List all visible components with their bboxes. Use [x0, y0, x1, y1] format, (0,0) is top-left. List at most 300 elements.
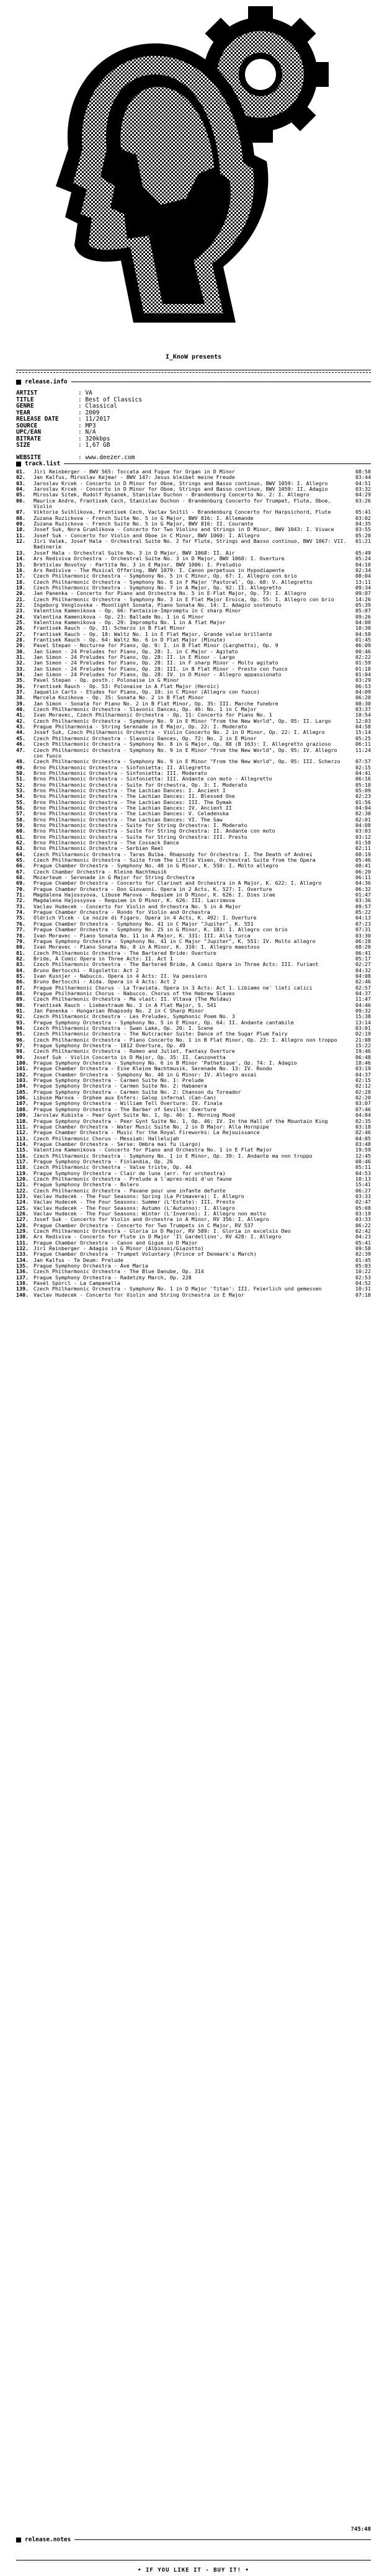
track-number: 50. [16, 769, 25, 776]
track-duration: 01:04 [355, 671, 371, 678]
track-duration: 02:28 [355, 1088, 371, 1095]
footer-slogan: • IF YOU LIKE IT - BUY IT! • [138, 2567, 249, 2574]
info-value: : 1,67 GB [78, 442, 110, 449]
track-duration: 02:15 [355, 764, 371, 771]
track-duration: 03:01 [355, 1025, 371, 1031]
track-number: 110. [16, 1117, 29, 1124]
track-duration: 19:59 [355, 1147, 371, 1153]
track-title: Brno Philharmonic Orchestra - Sinfonietta: III. Moderato [33, 769, 207, 776]
track-duration: 13:14 [355, 1019, 371, 1026]
track-duration: 04:58 [355, 630, 371, 637]
track-number: 100. [16, 1060, 29, 1067]
track-duration: 01:59 [355, 660, 371, 666]
track-title: Jan Kalfus - Te Deum: Prelude [33, 1256, 123, 1263]
track-number: 44. [16, 729, 25, 736]
track-title: Frantisek Rauch - Op. 18: Waltz No. 1 in E Flat Major, Grande valse brillante [33, 630, 272, 637]
track-number: 132. [16, 1245, 29, 1252]
track-title: Bretislav Novotny - Partita No. 3 in E Major, BWV 1006: I. Preludio [33, 561, 241, 568]
track-duration: 05:03 [355, 1263, 371, 1269]
track-number: 84. [16, 967, 25, 973]
release-notes-section [16, 2536, 371, 2543]
track-duration: 10:54 [355, 712, 371, 718]
track-duration: 08:41 [355, 862, 371, 869]
track-number: 81. [16, 949, 25, 956]
track-number: 134. [16, 1256, 29, 1263]
track-row [16, 748, 371, 759]
track-duration: 10:31 [355, 1286, 371, 1292]
track-duration: 07:18 [355, 1291, 371, 1298]
track-title: Ivan Moravec, Czech Philharmonic Orchestra - Op. 11: Concerto for Piano No. 1 [33, 712, 272, 718]
track-number: 04. [16, 486, 25, 493]
track-number: 78. [16, 932, 25, 939]
track-title: Jaroslav Krcek - Concerto in D Minor for Oboe, Strings and Basso continuo, BWV 1059: I. Allegro [33, 480, 328, 486]
track-duration: 08:20 [355, 944, 371, 950]
track-number: 47. [16, 746, 25, 753]
info-key: SOURCE [16, 422, 38, 429]
track-number: 70. [16, 885, 25, 892]
info-key: BITRATE [16, 435, 42, 442]
track-title: Prague Symphony Orchestra - The Barber of Seville: Overture [33, 1106, 216, 1112]
track-number: 136. [16, 1268, 29, 1275]
track-number: 43. [16, 723, 25, 730]
track-number: 66. [16, 862, 25, 869]
track-number: 52. [16, 781, 25, 788]
track-duration: 15:14 [355, 729, 371, 736]
track-duration: 02:39 [355, 1251, 371, 1258]
track-title: Josef Suk - Concerto for Violin and Oboe in C Minor, BWV 1060: I. Allegro [33, 532, 260, 539]
track-title: Valentina Kamenikova - Concerto for Piano and Orchestra No. 1 in E Flat Major [33, 1147, 272, 1153]
track-duration: 01:45 [355, 636, 371, 643]
info-value: : 11/2017 [78, 416, 110, 423]
track-title: Prague Chamber Orchestra - Rondo for Violin and Orchestra [33, 909, 210, 916]
track-duration: 13:11 [355, 578, 371, 585]
track-duration: 19:46 [355, 1048, 371, 1055]
track-duration: 04:41 [355, 769, 371, 776]
track-number: 92. [16, 1013, 25, 1020]
track-number: 45. [16, 735, 25, 741]
track-title: Josef Suk - Concerto for Violin and Orchestra in A Minor, RV 356: I. Allegro [33, 1216, 269, 1223]
track-duration: 04:32 [355, 967, 371, 973]
track-title: Czech Philharmonic Orchestra - The Nutcracker Suite: Dance of the Sugar Plum Fairy [33, 1031, 288, 1037]
track-number: 116. [16, 1152, 29, 1159]
track-number: 14. [16, 555, 25, 562]
track-duration: 03:36 [355, 897, 371, 904]
track-number: 133. [16, 1251, 29, 1258]
track-title: Brno Philharmonic Orchestra - Suite for String Orchestra: I. Moderato [33, 821, 247, 828]
track-number: 37. [16, 689, 25, 695]
track-duration: 04:00 [355, 619, 371, 625]
track-duration: 05:22 [355, 909, 371, 916]
track-title: Prague Chamber Orchestra - Symphony No. 40 in G Minor: IV. Allegro assai [33, 1071, 257, 1078]
track-number: 54. [16, 793, 25, 800]
release-info-row [16, 429, 371, 436]
track-title: Maurice Andre, Frantisek Cech, Stanislav Duchon - Brandenburg Concerto for Trumpet, Flute, Oboe, Violin [33, 497, 334, 510]
track-title: Vaclav Hudecek - The Four Seasons: Winter (L'Inverno): I. Allegro non molto [33, 1210, 266, 1217]
track-number: 89. [16, 996, 25, 1003]
track-title: Prague Chamber Orchestra - Symphony No. 40 in G Minor, K. 550: I. Molto allegro [33, 862, 278, 869]
track-title: Czech Philharmonic Orchestra - The Bartered Bride, A Comic Opera in Three Acts: III. Furiant [33, 961, 319, 968]
track-duration: 02:53 [355, 1274, 371, 1281]
track-title: Josef Suk, Nora Grumlikova - Concerto for Two Violins and Strings in D Minor, BWV 1043: I. Vivace [33, 526, 334, 533]
track-number: 103. [16, 1077, 29, 1084]
track-duration: 14:26 [355, 596, 371, 602]
track-title: Czech Philharmonic Orchestra - The Blue Danube, Op. 314 [33, 1268, 204, 1275]
info-value: : 2009 [78, 409, 100, 416]
track-duration: 02:27 [355, 961, 371, 968]
track-number: 05. [16, 491, 25, 498]
track-duration: 09:07 [355, 590, 371, 597]
track-duration: 06:11 [355, 741, 371, 748]
track-title: Czech Philharmonic Orchestra - Gloria in D Major, RV 589: I. Gloria in excelsis Deo [33, 1228, 291, 1235]
track-duration: 09:58 [355, 1245, 371, 1252]
track-duration: 01:58 [355, 839, 371, 846]
track-title: Czech Philharmonic Orchestra - The Bartered Bride: Overture [33, 949, 216, 956]
track-title: Vaclav Hudecek - Concerto for Violin and String Orchestra in E Major [33, 1291, 244, 1298]
track-number: 118. [16, 1164, 29, 1171]
track-title: Czech Philharmonic Orchestra - Symphony No. 9 in E Minor "From the New World", Op. 95: IV. Allegro con fuoco [33, 746, 340, 759]
track-duration: 06:53 [355, 682, 371, 689]
track-title: Valentina Kamenikova - Op. 23: Ballade No. 1 in G Minor [33, 613, 204, 620]
track-title: Brno Philharmonic Orchestra - The Lachian Dances: I. Ancient I [33, 787, 226, 794]
track-duration: 03:19 [355, 1065, 371, 1072]
bullet-icon [16, 462, 21, 467]
track-number: 38. [16, 694, 25, 701]
track-number: 114. [16, 1140, 29, 1147]
track-number: 115. [16, 1147, 29, 1153]
release-info-list [16, 390, 371, 449]
info-key: ARTIST [16, 390, 38, 396]
track-duration: 02:22 [355, 654, 371, 660]
track-number: 55. [16, 798, 25, 805]
track-title: Prague Chamber Orchestra - Trumpet Voluntary (Prince of Denmark's March) [33, 1251, 257, 1258]
info-value: : www.deezer.com [78, 454, 135, 461]
track-title: Prague Symphony Orchestra - Bolero [33, 1181, 139, 1188]
track-title: Ars Rediviva Orchestra - Orchestral Suite No. 3 in D Major, BWV 1068: I. Overture [33, 555, 285, 562]
track-title: Brno Philharmonic Orchestra - Serbian Reel [33, 845, 164, 852]
track-duration: 06:22 [355, 1222, 371, 1228]
track-duration: 04:09 [355, 689, 371, 695]
track-duration: 06:20 [355, 694, 371, 701]
track-number: 131. [16, 1239, 29, 1246]
track-number: 12. [16, 538, 25, 545]
track-title: Czech Philharmonic Orchestra - Valse triste, Op. 44 [33, 1164, 192, 1171]
track-title: Ars Rediviva - The Musical Offering, BWV 1079: I. Canon perpetuus in Hypodiapente [33, 566, 285, 573]
track-number: 137. [16, 1274, 29, 1281]
track-number: 41. [16, 712, 25, 718]
track-number: 85. [16, 972, 25, 979]
track-duration: 21:08 [355, 1036, 371, 1043]
track-title: Czech Philharmonic Orchestra - Suite from The Little Vixen, Orchestral Suite from the Opera [33, 857, 316, 864]
info-key: SIZE [16, 442, 30, 449]
track-number: 56. [16, 804, 25, 811]
track-duration: 05:17 [355, 955, 371, 962]
track-duration: 02:42 [355, 1228, 371, 1235]
track-title: Jan Simon - 24 Preludes for Piano, Op. 28: II. in E Minor - Largo [33, 654, 235, 660]
track-title: Jiri Reinberger - BWV 565: Toccata and Fugue for Organ in D Minor [33, 468, 235, 475]
track-number: 119. [16, 1169, 29, 1176]
track-duration: 04:35 [355, 521, 371, 527]
track-number: 42. [16, 717, 25, 724]
track-number: 106. [16, 1094, 29, 1101]
track-title: Oldrich Vlcek - Le nozze di Figaro. Opera in 4 Acts, K. 492: I. Overture [33, 915, 257, 921]
track-number: 40. [16, 706, 25, 713]
release-info-row [16, 442, 371, 449]
track-title: Jan Simon - Sonata for Piano No. 2 in B Flat Minor, Op. 35: III. Marche funebre [33, 700, 278, 707]
track-number: 19. [16, 584, 25, 591]
track-number: 90. [16, 1001, 25, 1008]
track-duration: 04:10 [355, 561, 371, 568]
info-value: : Classical [78, 403, 117, 409]
track-number: 34. [16, 671, 25, 678]
track-number: 72. [16, 897, 25, 904]
track-duration: 09:34 [355, 584, 371, 591]
track-number: 79. [16, 937, 25, 944]
track-duration: 18:46 [355, 1060, 371, 1067]
track-number: 33. [16, 665, 25, 672]
track-number: 46. [16, 741, 25, 748]
release-info-section [16, 378, 371, 461]
track-number: 93. [16, 1019, 25, 1026]
track-number: 30. [16, 648, 25, 655]
track-number: 11. [16, 532, 25, 539]
track-duration: 06:48 [355, 1053, 371, 1060]
info-key: YEAR [16, 409, 30, 416]
track-duration: 02:46 [355, 978, 371, 985]
track-duration: 05:49 [355, 549, 371, 556]
track-duration: 04:08 [355, 821, 371, 828]
bullet-icon [16, 380, 21, 385]
track-title: Brno Philharmonic Orchestra - Suite for String Orchestra: III. Presto [33, 833, 247, 840]
track-duration: 02:01 [355, 816, 371, 823]
track-duration: 05:07 [355, 607, 371, 614]
track-duration: 02:15 [355, 1077, 371, 1084]
info-key: GENRE [16, 403, 34, 409]
track-duration: 15:38 [355, 1013, 371, 1020]
track-title: Prague Chamber Orchestra - Symphony No. 25 in G Minor, K. 183: I. Allegro con brio [33, 926, 288, 933]
track-title: Valentina Kamenikova - Op. 29: Impromptu No. 1 in A flat Major [33, 619, 226, 625]
track-number: 17. [16, 573, 25, 579]
track-number: 101. [16, 1065, 29, 1072]
track-number: 23. [16, 607, 25, 614]
track-number: 123. [16, 1192, 29, 1199]
divider [16, 372, 371, 373]
track-duration: 02:23 [355, 793, 371, 800]
release-info-row [16, 410, 371, 417]
track-number: 06. [16, 497, 25, 504]
section-title: track.list [25, 460, 61, 467]
track-title: Pavel Stepan - Nocturne for Piano, Op. 9: I. in B Flat Minor (Larghetto), Op. 9 [33, 642, 278, 649]
track-duration: 07:57 [355, 758, 371, 765]
track-duration: 03:29 [355, 677, 371, 684]
track-number: 62. [16, 839, 25, 846]
track-number: 26. [16, 625, 25, 632]
track-duration: 02:57 [355, 984, 371, 991]
track-title: Ivan Moravec - Piano Sonata No. 11 in A Major, K. 331: III. Alla turca [33, 932, 251, 939]
track-number: 51. [16, 776, 25, 782]
track-title: Frantisek Rauch - Op. 64: Waltz No. 6 in D Flat Major (Minute) [33, 636, 226, 643]
track-number: 87. [16, 984, 25, 991]
track-number: 68. [16, 874, 25, 881]
track-duration: 03:48 [355, 1140, 371, 1147]
track-number: 24. [16, 613, 25, 620]
track-duration: 03:18 [355, 1123, 371, 1130]
track-title: Prague Chamber Orchestra - Water Music Suite No. 2 in D Major: Alla Hornpipe [33, 1123, 269, 1130]
track-duration: 08:46 [355, 1158, 371, 1165]
release-info-header [16, 378, 371, 385]
release-logo [0, 0, 387, 347]
track-duration: 04:51 [355, 480, 371, 486]
release-info-row [16, 403, 371, 410]
track-title: Brno Philharmonic Orchestra - The Lachian Dances: III. The Dymak [33, 798, 232, 805]
track-number: 96. [16, 1036, 25, 1043]
track-number: 20. [16, 590, 25, 597]
track-title: Czech Philharmonic Orchestra - Ma vlast: II. Vltava (The Moldau) [33, 996, 232, 1003]
section-title: release.notes [25, 2536, 71, 2543]
track-title: Vaclav Hudecek - Concerto for Violin and Orchestra No. 5 in A Major [33, 903, 241, 910]
track-number: 122. [16, 1187, 29, 1194]
track-duration: 06:09 [355, 642, 371, 649]
track-duration: 04:37 [355, 1071, 371, 1078]
track-duration: 03:07 [355, 1100, 371, 1107]
release-info-row [16, 397, 371, 404]
track-duration: 01:18 [355, 665, 371, 672]
track-title: Czech Philharmonic Orchestra - Symphony No. 1 in E Minor, Op. 39: I. Andante ma non troppo [33, 1152, 313, 1159]
track-duration: 04:23 [355, 1233, 371, 1240]
track-title: Czech Philharmonic Orchestra - Symphony No. 5 in C Minor, Op. 67: I. Allegro con brio [33, 573, 297, 579]
track-number: 121. [16, 1181, 29, 1188]
track-duration: 02:19 [355, 1031, 371, 1037]
track-number: 129. [16, 1228, 29, 1235]
track-number: 08. [16, 514, 25, 521]
track-duration: 01:56 [355, 798, 371, 805]
track-number: 128. [16, 1222, 29, 1228]
track-title: Czech Philharmonic Orchestra - Symphony No. 7 in A Major, Op. 92: II. Allegretto [33, 584, 282, 591]
track-title: Brno Philharmonic Orchestra - The Lachian Dances: VI. The Saw [33, 816, 223, 823]
track-number: 125. [16, 1204, 29, 1211]
track-duration: 03:55 [355, 526, 371, 533]
track-number: 112. [16, 1129, 29, 1136]
track-title: Magdalena Hajossyova - Requiem in D Minor, K. 626: III. Lacrimosa [33, 897, 235, 904]
track-duration: 05:41 [355, 509, 371, 516]
track-row [16, 539, 371, 550]
track-title: Brno Philharmonic Orchestra - Sinfonietta: III. Andante con moto - Allegretto [33, 776, 272, 782]
track-number: 02. [16, 474, 25, 481]
track-title: Jan Simon - 24 Preludes for Piano, Op. 28: III. in B Flat Minor - Presto con fuoco [33, 665, 288, 672]
track-duration: 09:32 [355, 1007, 371, 1014]
track-duration: 07:23 [355, 920, 371, 927]
track-title: Prague Chamber Orchestra - Don Giovanni. Opera in 2 Acts, K. 527: I. Overture [33, 885, 272, 892]
track-title: Miroslav Sitek, Rudolf Rysanek, Stanislav Duchon - Brandenburg Concerto No. 2: I. Allegro [33, 491, 309, 498]
track-duration: 02:12 [355, 1083, 371, 1089]
track-title: Czech Philharmonic Orchestra - Symphony No. 3 in E Flat Major Eroica, Op. 55: I. Allegro con brio [33, 596, 334, 602]
track-title: Czech Philharmonic Orchestra - Taras Bulba. Rhapsody for Orchestra: I. The Death of Andrei [33, 851, 313, 857]
track-title: Josef Suk, Czech Philharmonic Orchestra - Violin Concerto No. 2 in D Minor, Op. 22: I. Allegro [33, 729, 325, 736]
track-number: 07. [16, 509, 25, 516]
track-duration: 03:44 [355, 474, 371, 481]
track-duration: 03:12 [355, 833, 371, 840]
track-duration: 02:20 [355, 1094, 371, 1101]
track-number: 31. [16, 654, 25, 660]
track-number: 88. [16, 990, 25, 996]
track-duration: 02:46 [355, 1129, 371, 1136]
track-duration: 04:08 [355, 972, 371, 979]
track-number: 108. [16, 1106, 29, 1112]
track-number: 69. [16, 880, 25, 887]
track-title: Frantisek Rauch - Op. 53: Polonaise in A Flat Major (Heroic) [33, 682, 220, 689]
track-duration: 08:19 [355, 851, 371, 857]
track-number: 107. [16, 1100, 29, 1107]
track-title: Czech Chamber Orchestra - Kleine Nachtmusik [33, 868, 167, 875]
track-number: 71. [16, 892, 25, 898]
track-duration: 04:05 [355, 1135, 371, 1142]
release-info-row [16, 436, 371, 443]
track-title: Ars Rediviva - Concerto for Flute in D Major 'Il Gardellino', RV 428: I. Allegro [33, 1233, 282, 1240]
track-number: 82. [16, 955, 25, 962]
track-title: Jan Simon - 24 Preludes for Piano, Op. 28: I. in C Major - Agitato [33, 648, 238, 655]
track-duration: 06:28 [355, 937, 371, 944]
track-number: 139. [16, 1286, 29, 1292]
track-number: 75. [16, 915, 25, 921]
track-title: Jaroslav Kubista - Peer Gynt Suite No. 1, Op. 46: I. Morning Mood [33, 1112, 235, 1119]
track-duration: 02:30 [355, 810, 371, 817]
track-title: Pavel Stepan - Op. posth.: Polonaise in G Minor [33, 677, 179, 684]
track-number: 39. [16, 700, 25, 707]
track-duration: 01:21 [355, 538, 371, 545]
track-title: Libuse Marova - Orphee aux Enfers: Galop infernal (Can-Can) [33, 1094, 216, 1101]
track-title: Mozarteum - Serenade in G Major for String Orchestra [33, 874, 195, 881]
info-key: TITLE [16, 396, 34, 403]
track-title: Bruno Bertocchi - Rigoletto: Act 2 [33, 967, 139, 973]
track-title: Josef Hala - Orchestral Suite No. 3 in D Major, BWV 1068: II. Air [33, 549, 235, 556]
track-duration: 04:53 [355, 1169, 371, 1176]
track-number: 35. [16, 677, 25, 684]
track-number: 120. [16, 1175, 29, 1182]
track-number: 102. [16, 1071, 29, 1078]
track-title: Brno Philharmonic Orchestra - Suite for String Orchestra: II. Andante con moto [33, 828, 275, 834]
track-duration: 04:36 [355, 880, 371, 887]
track-title: Prague Symphony Orchestra - Radetzky March, Op. 228 [33, 1274, 192, 1281]
track-title: Marcela Kozikova - Op. 35: Sonata No. 2 in B Flat Minor [33, 694, 204, 701]
release-info-row [16, 423, 371, 430]
track-title: Prague Chamber Orchestra - Symphony No. 41 in C Major "Jupiter", K. 551 [33, 920, 254, 927]
track-title: Prague Symphony Orchestra - Symphony No. 5 in E Minor, Op. 64: II. Andante cantabile [33, 1019, 294, 1026]
track-duration: 00:46 [355, 648, 371, 655]
track-title: Prague Symphony Orchestra - Carmen Suite No. 2: Habanera [33, 1083, 207, 1089]
track-number: 105. [16, 1088, 29, 1095]
track-title: Vaclav Hudecek - The Four Seasons: Spring (La Primavera): I. Allegro [33, 1192, 244, 1199]
track-number: 98. [16, 1048, 25, 1055]
release-notes-header [16, 2536, 371, 2543]
track-duration: 15:41 [355, 1181, 371, 1188]
track-number: 64. [16, 851, 25, 857]
track-title: Jan Kalfus, Miroslav Kejmar - BWV 147: Jesus bleibet meine Freude [33, 474, 235, 481]
track-number: 58. [16, 816, 25, 823]
track-number: 18. [16, 578, 25, 585]
info-key: UPC/EAN [16, 429, 42, 436]
presents-banner: I_KnoW presents [165, 354, 222, 360]
track-duration: 10:22 [355, 1268, 371, 1275]
track-number: 16. [16, 566, 25, 573]
track-title: Czech Philharmonic Orchestra - Symphony No. 8 in G Major, Op. 88 (B 163): I. Allegretto grazioso [33, 741, 331, 748]
track-number: 127. [16, 1216, 29, 1223]
bullet-icon [16, 2538, 21, 2542]
track-title: Jiri Reinberger - Adagio in G Minor (Albinoni/Giazotto) [33, 1245, 204, 1252]
track-duration: 02:35 [355, 1117, 371, 1124]
track-duration: 04:37 [355, 990, 371, 996]
track-number: 28. [16, 636, 25, 643]
track-title: Magdalena Hajossyova, Libuse Marova - Requiem in D Minor, K. 626: I. Dies irae [33, 892, 275, 898]
track-duration: 03:37 [355, 706, 371, 713]
